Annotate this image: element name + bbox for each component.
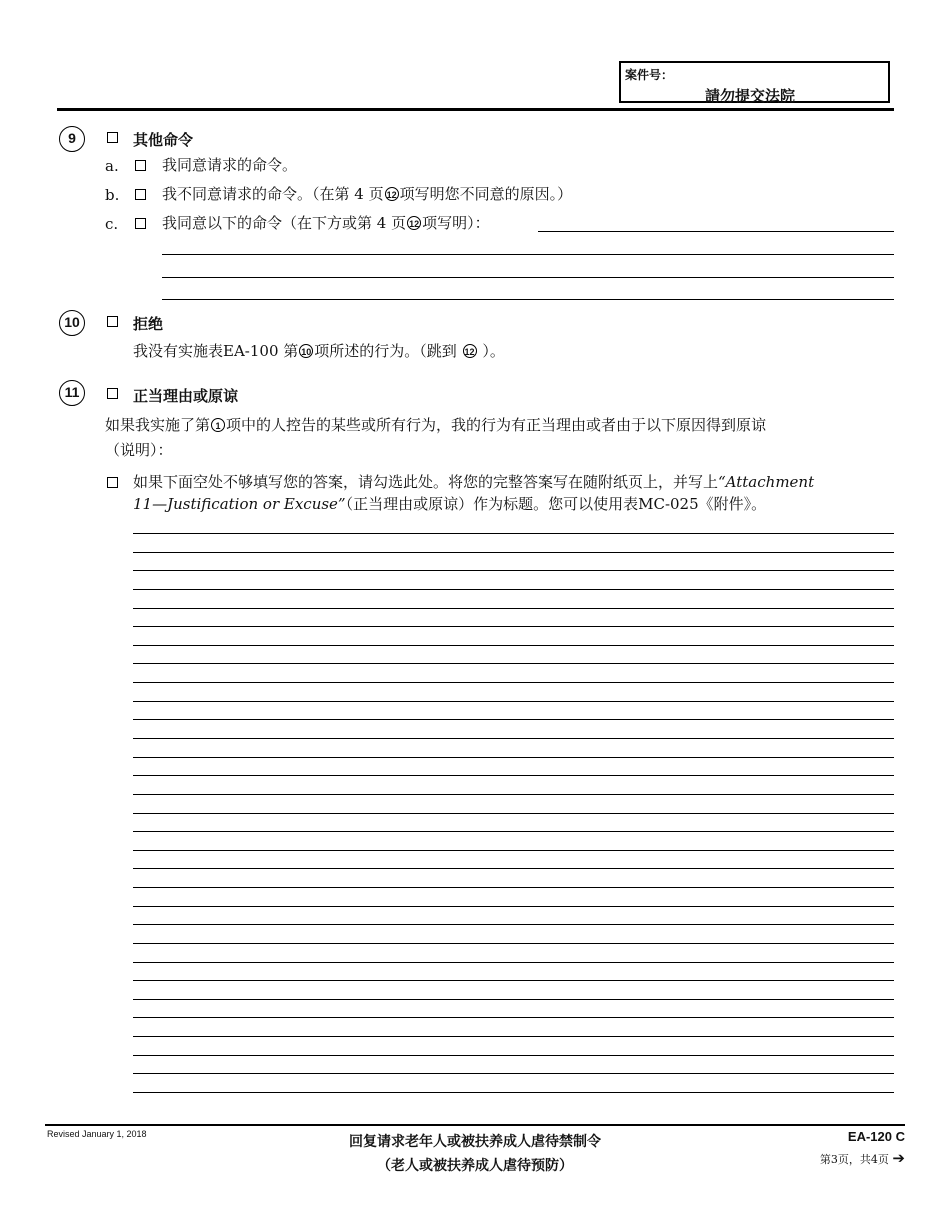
item-9c-checkbox[interactable] (135, 218, 146, 229)
item-10-number: 10 (59, 310, 85, 336)
case-number-label: 案件号： (625, 68, 674, 82)
header-divider (57, 108, 894, 111)
answer-line[interactable] (133, 719, 894, 720)
answer-line[interactable] (133, 645, 894, 646)
answer-line[interactable] (133, 924, 894, 925)
answer-line[interactable] (133, 701, 894, 702)
item-9a-text: 我同意请求的命令。 (162, 156, 298, 174)
item-9b-checkbox[interactable] (135, 189, 146, 200)
item-11-title: 正当理由或原谅 (133, 388, 239, 405)
answer-line[interactable] (133, 1055, 894, 1056)
answer-line[interactable] (133, 682, 894, 683)
answer-line[interactable] (133, 570, 894, 571)
case-number-value: 請勿提交法院 (705, 88, 796, 105)
item-10-checkbox[interactable] (107, 316, 118, 327)
item-11-attachment-line2: 11—Justification or Excuse”（正当理由或原谅）作为标题。您可以使用表MC-025《附件》。 (133, 495, 767, 513)
item-11-attachment-line1: 如果下面空处不够填写您的答案，请勾选此处。将您的完整答案写在随附纸页上，并写上“Attachment (133, 473, 815, 491)
item-11-checkbox[interactable] (107, 388, 118, 399)
item-11-attachment-checkbox[interactable] (107, 477, 118, 488)
answer-line[interactable] (133, 757, 894, 758)
item-9b-letter: b. (105, 186, 120, 204)
answer-line[interactable] (133, 626, 894, 627)
answer-line[interactable] (133, 887, 894, 888)
answer-line[interactable] (133, 831, 894, 832)
answer-line[interactable] (133, 1017, 894, 1018)
page-info: 第3页，共4页 ➔ (819, 1150, 905, 1167)
answer-line[interactable] (133, 980, 894, 981)
item-9c-write-line[interactable] (162, 277, 894, 278)
answer-line[interactable] (133, 533, 894, 534)
item-9c-write-line[interactable] (538, 231, 894, 232)
item-12-ref-circle: 12 (407, 216, 421, 230)
answer-line[interactable] (133, 906, 894, 907)
answer-line[interactable] (133, 962, 894, 963)
answer-line[interactable] (133, 589, 894, 590)
item-9a-checkbox[interactable] (135, 160, 146, 171)
answer-line[interactable] (133, 608, 894, 609)
footer-divider (45, 1124, 905, 1126)
item-11-paragraph-line1: 如果我实施了第 1 项中的人控告的某些或所有行为，我的行为有正当理由或者由于以下原因得到原谅 (105, 416, 767, 434)
item-9c-text: 我同意以下的命令（在下方或第 4 页 12 项写明）： (162, 214, 490, 232)
answer-line[interactable] (133, 850, 894, 851)
answer-line[interactable] (133, 943, 894, 944)
answer-line[interactable] (133, 794, 894, 795)
item-1-ref-circle: 1 (211, 418, 225, 432)
answer-line[interactable] (133, 1092, 894, 1093)
item-9-title: 其他命令 (133, 132, 194, 149)
item-10-text: 我没有实施表EA-100 第 10 项所述的行为。（跳到 12 ）。 (133, 342, 505, 360)
answer-line[interactable] (133, 552, 894, 553)
item-9b-text: 我不同意请求的命令。（在第 4 页 12 项写明您不同意的原因。） (162, 185, 573, 203)
item-9c-letter: c. (105, 215, 119, 233)
answer-line[interactable] (133, 1036, 894, 1037)
answer-line[interactable] (133, 775, 894, 776)
answer-line[interactable] (133, 868, 894, 869)
item-9-checkbox[interactable] (107, 132, 118, 143)
answer-line[interactable] (133, 738, 894, 739)
item-12-ref-circle: 12 (385, 187, 399, 201)
item-9c-write-line[interactable] (162, 254, 894, 255)
item-10-title: 拒绝 (133, 316, 164, 333)
answer-line[interactable] (133, 813, 894, 814)
item-9c-write-line[interactable] (162, 299, 894, 300)
footer-title-line1: 回复请求老年人或被扶养成人虐待禁制令 (349, 1133, 601, 1149)
item-11-paragraph-line2: （说明）： (105, 441, 173, 459)
footer-title-line2: （老人或被扶养成人虐待预防） (377, 1157, 573, 1173)
answer-line[interactable] (133, 1073, 894, 1074)
next-page-arrow-icon: ➔ (892, 1150, 905, 1167)
case-number-box (619, 61, 890, 103)
item-9a-letter: a. (105, 157, 119, 175)
answer-line[interactable] (133, 999, 894, 1000)
answer-line[interactable] (133, 663, 894, 664)
revised-date: Revised January 1, 2018 (47, 1129, 147, 1139)
item-10-ref-circle: 10 (299, 344, 313, 358)
item-12-ref-circle: 12 (463, 344, 477, 358)
form-id: EA-120 C (847, 1129, 905, 1144)
item-9-number: 9 (59, 126, 85, 152)
item-11-number: 11 (59, 380, 85, 406)
